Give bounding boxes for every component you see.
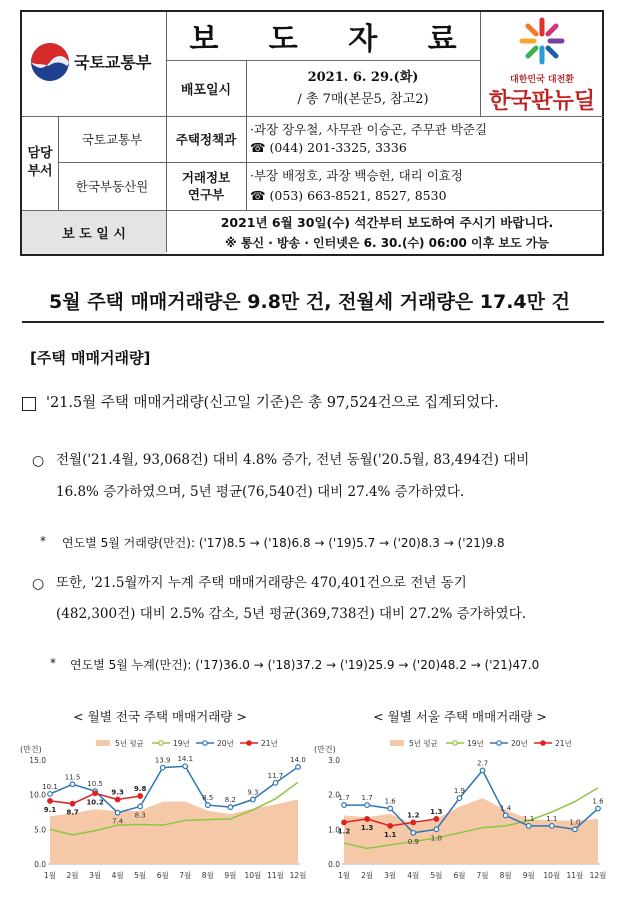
data-label-20: 8.3 (134, 811, 146, 820)
data-point-20년 (434, 827, 439, 832)
korean-new-deal-logo-icon (514, 16, 570, 68)
data-point-20년 (411, 831, 416, 836)
data-label-20: 1.7 (338, 794, 350, 803)
newdeal-subtitle: 대한민국 대전환 (510, 75, 574, 85)
x-tick-label: 6월 (453, 871, 466, 880)
data-point-20년 (48, 792, 53, 797)
bullet-cumulative-line2: (482,300건) 대비 2.5% 감소, 5년 평균(369,738건) 대비 27.2% 증가하였다. (56, 606, 527, 622)
legend-label: 5년 평균 (115, 739, 144, 748)
legend-marker (159, 741, 163, 745)
note-yearly-may-volume: 연도별 5월 거래량(만건): ('17)8.5 → ('18)6.8 → ('19)5.7 → ('20)8.3 → ('21)9.8 (62, 536, 505, 550)
data-point-20년 (160, 765, 165, 770)
data-point-20년 (480, 768, 485, 773)
x-tick-label: 3월 (384, 871, 397, 880)
embargo-text: 2021년 6월 30일(수) 석간부터 보도하여 주시기 바랍니다. (220, 215, 554, 230)
data-point-20년 (388, 806, 393, 811)
circle-bullet-icon: ○ (32, 453, 45, 469)
x-tick-label: 7월 (476, 871, 489, 880)
legend-label: 21년 (261, 739, 278, 748)
data-label-20: 11.7 (267, 771, 284, 780)
press-release-header (20, 10, 604, 256)
chart-national-volume (18, 726, 308, 892)
y-axis-unit-label: (만건) (314, 745, 336, 754)
data-label-20: 1.6 (384, 797, 396, 806)
data-point-20년 (342, 803, 347, 808)
data-label-21: 9.3 (111, 788, 124, 797)
data-point-20년 (206, 803, 211, 808)
y-tick-label: 5.0 (34, 825, 46, 835)
data-point-20년 (526, 824, 531, 829)
data-label-20: 13.9 (154, 756, 171, 765)
y-tick-label: 2.0 (328, 790, 340, 800)
legend-label: 20년 (511, 739, 528, 748)
x-tick-label: 9월 (522, 871, 535, 880)
x-tick-label: 4월 (407, 871, 420, 880)
data-point-20년 (503, 813, 508, 818)
data-label-21: 1.3 (430, 807, 443, 816)
chart-title-national: < 월별 전국 주택 매매거래량 > (73, 709, 247, 724)
data-label-20: 1.1 (523, 814, 535, 823)
org-ministry: 국토교통부 (81, 132, 143, 147)
legend-swatch (96, 740, 110, 746)
org-real-estate-board: 한국부동산원 (75, 179, 149, 194)
x-tick-label: 12월 (289, 871, 307, 880)
contact-phone-1: ☎ (044) 201-3325, 3336 (250, 140, 407, 155)
data-label-20: 1.9 (453, 787, 466, 796)
x-tick-label: 7월 (179, 871, 192, 880)
x-tick-label: 11월 (267, 871, 284, 880)
legend-marker (203, 741, 207, 745)
data-point-21년 (138, 794, 143, 799)
note-yearly-may-cumulative: 연도별 5월 누계(만건): ('17)36.0 → ('18)37.2 → ('19)25.9 → ('20)48.2 → ('21)47.0 (70, 658, 540, 672)
chart-seoul-volume (312, 726, 608, 892)
data-label-21: 1.1 (383, 830, 397, 839)
asterisk-icon: * (40, 534, 46, 548)
data-point-20년 (550, 824, 555, 829)
data-label-20: 11.5 (64, 773, 81, 782)
x-tick-label: 4월 (111, 871, 124, 880)
data-point-20년 (573, 827, 578, 832)
data-point-21년 (411, 820, 416, 825)
x-tick-label: 12월 (589, 871, 607, 880)
x-tick-label: 8월 (201, 871, 214, 880)
data-point-21년 (342, 820, 347, 825)
data-label-20: 2.7 (476, 759, 489, 768)
data-label-20: 10.5 (87, 780, 103, 789)
data-label-21: 1.3 (360, 823, 374, 832)
legend-marker (247, 741, 251, 745)
data-label-20: 1.1 (546, 814, 558, 823)
page-title: 보 도 자 료 (189, 22, 477, 57)
x-tick-label: 6월 (156, 871, 169, 880)
contact-phone-2: ☎ (053) 663-8521, 8527, 8530 (250, 188, 447, 203)
y-tick-label: 1.0 (328, 825, 340, 835)
data-label-20: 8.5 (202, 794, 214, 803)
data-label-20: 1.6 (592, 797, 604, 806)
legend-label: 20년 (217, 739, 234, 748)
data-point-21년 (48, 799, 53, 804)
data-label-21: 8.7 (66, 808, 79, 817)
data-point-20년 (365, 803, 370, 808)
x-tick-label: 3월 (89, 871, 102, 880)
x-tick-label: 1월 (43, 871, 57, 880)
bullet-monthly-change-line1: 전월('21.4월, 93,068건) 대비 4.8% 증가, 전년 동월('20.5월, 83,494건) 대비 (56, 452, 530, 468)
data-label-21: 10.2 (86, 798, 104, 807)
x-tick-label: 9월 (224, 871, 237, 880)
checkbox-bullet-icon (22, 397, 36, 411)
data-label-20: 10.1 (42, 782, 58, 791)
x-tick-label: 10월 (543, 871, 561, 880)
data-label-20: 9.3 (247, 788, 259, 797)
data-point-20년 (457, 796, 462, 801)
data-point-21년 (93, 791, 98, 796)
data-label-21: 1.2 (337, 827, 351, 836)
contact-people-2: ·부장 배정호, 과장 백승헌, 대리 이효정 (250, 168, 463, 183)
x-tick-label: 10월 (244, 871, 262, 880)
legend-marker (497, 741, 501, 745)
bullet-total-volume: '21.5월 주택 매매거래량(신고일 기준)은 총 97,524건으로 집계되었다. (46, 395, 499, 411)
data-point-20년 (228, 805, 233, 810)
legend-marker (453, 741, 457, 745)
asterisk-icon: * (50, 656, 56, 670)
data-label-20: 8.2 (224, 796, 236, 805)
y-tick-label: 0.0 (328, 860, 340, 869)
data-point-21년 (70, 801, 75, 806)
team-transaction-info: 거래정보 연구부 (181, 170, 231, 202)
chart-title-seoul: < 월별 서울 주택 매매거래량 > (373, 709, 547, 724)
newdeal-title: 한국판뉴딜 (488, 89, 596, 114)
data-point-20년 (115, 810, 120, 815)
x-tick-label: 2월 (66, 871, 79, 880)
release-pages: / 총 7매(본문5, 참고2) (297, 92, 429, 107)
data-point-20년 (251, 797, 256, 802)
y-tick-label: 0.0 (34, 860, 46, 869)
legend-label: 19년 (467, 739, 484, 748)
data-label-20: 1.7 (361, 794, 373, 803)
embargo-label: 보 도 일 시 (22, 211, 166, 254)
headline: 5월 주택 매매거래량은 9.8만 건, 전월세 거래량은 17.4만 건 (49, 291, 570, 313)
legend-label: 5년 평균 (409, 739, 438, 748)
data-label-20: 14.1 (177, 755, 194, 764)
legend-label: 21년 (555, 739, 572, 748)
team-housing-policy: 주택정책과 (175, 132, 237, 147)
data-point-20년 (70, 782, 75, 787)
data-point-21년 (115, 797, 120, 802)
data-label-21: 9.1 (43, 805, 57, 814)
legend-swatch (390, 740, 404, 746)
data-point-21년 (365, 817, 370, 822)
bullet-monthly-change-line2: 16.8% 증가하였으며, 5년 평균(76,540건) 대비 27.4% 증가하였다. (56, 484, 465, 500)
bullet-cumulative-line1: 또한, '21.5월까지 누계 주택 매매거래량은 470,401건으로 전년 동기 (56, 575, 467, 591)
x-tick-label: 5월 (430, 871, 443, 880)
data-label-20: 1.0 (569, 818, 581, 827)
data-point-20년 (138, 804, 143, 809)
data-label-20: 7.4 (112, 817, 124, 826)
y-tick-label: 10.0 (29, 790, 46, 800)
embargo-broadcast-note: ※ 통신 · 방송 · 인터넷은 6. 30.(수) 06:00 이후 보도 가능 (225, 236, 549, 250)
x-tick-label: 11월 (566, 871, 584, 880)
legend-marker (541, 741, 545, 745)
x-tick-label: 5월 (134, 871, 147, 880)
circle-bullet-icon: ○ (32, 576, 45, 592)
y-tick-label: 15.0 (29, 756, 46, 765)
x-tick-label: 2월 (361, 871, 374, 880)
data-label-20: 1.0 (430, 834, 442, 843)
data-point-21년 (388, 824, 393, 829)
contact-people-1: ·과장 장우철, 사무관 이승곤, 주무관 박준길 (250, 122, 488, 137)
data-label-20: 1.4 (500, 804, 512, 813)
data-point-20년 (296, 765, 301, 770)
x-tick-label: 8월 (499, 871, 512, 880)
x-tick-label: 1월 (337, 871, 351, 880)
y-axis-unit-label: (만건) (20, 745, 42, 754)
department-label: 담당 부서 (27, 146, 53, 179)
data-point-20년 (596, 806, 601, 811)
ministry-name: 국토교통부 (74, 53, 152, 72)
ministry-emblem-icon (28, 40, 72, 84)
data-label-20: 0.9 (407, 837, 419, 846)
legend-label: 19년 (173, 739, 190, 748)
release-date: 2021. 6. 29.(화) (307, 70, 419, 85)
data-label-21: 9.8 (133, 785, 147, 794)
divider (246, 116, 247, 210)
data-label-21: 1.2 (407, 811, 420, 820)
release-label: 배포일시 (180, 82, 232, 98)
data-label-20: 14.0 (290, 755, 306, 764)
data-point-20년 (183, 764, 188, 769)
data-point-21년 (434, 817, 439, 822)
data-point-20년 (273, 781, 278, 786)
section-title: [주택 매매거래량] (30, 349, 151, 367)
y-tick-label: 3.0 (328, 756, 340, 765)
headline-rule (22, 321, 604, 323)
